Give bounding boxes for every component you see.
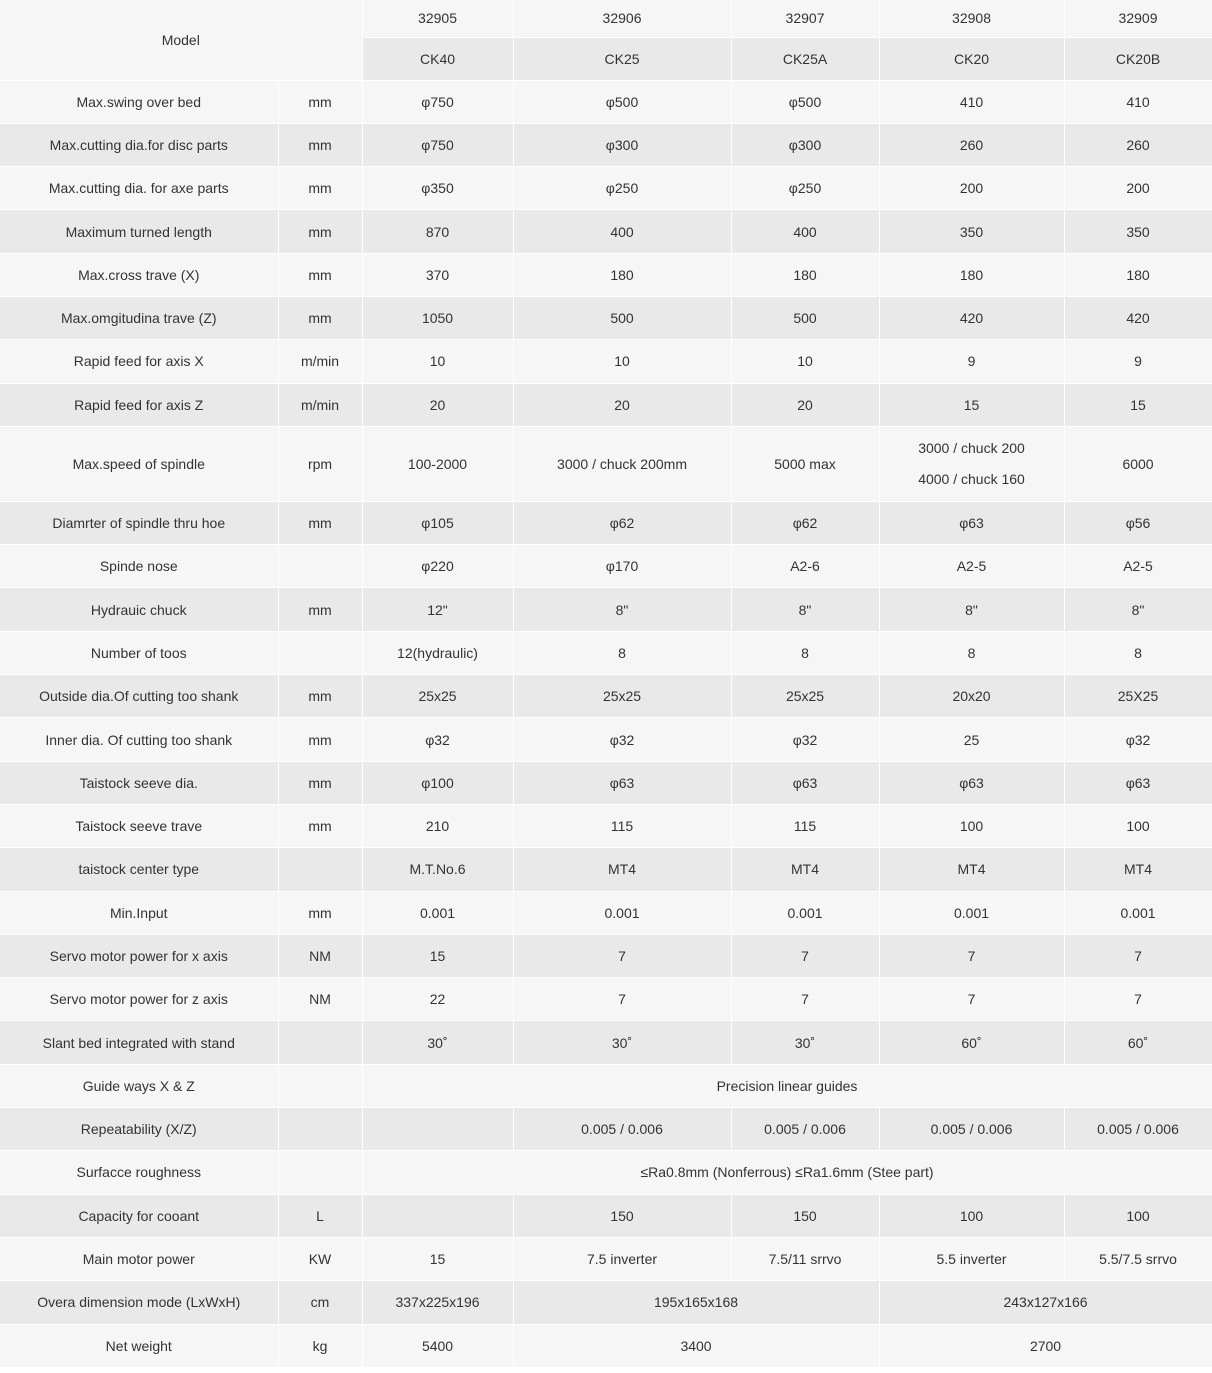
spec-value: 7	[1064, 978, 1212, 1021]
spec-value: 100	[1064, 804, 1212, 847]
spec-value: MT4	[1064, 848, 1212, 891]
spec-value: 8"	[513, 588, 731, 631]
spec-value: M.T.No.6	[362, 848, 513, 891]
spec-value	[362, 1194, 513, 1237]
spec-unit: mm	[278, 588, 362, 631]
spec-unit: mm	[278, 891, 362, 934]
model-code: CK25	[513, 37, 731, 80]
spec-value: φ63	[879, 501, 1064, 544]
spec-value: 25	[879, 718, 1064, 761]
spec-value: φ32	[1064, 718, 1212, 761]
spec-value: 15	[1064, 383, 1212, 426]
spec-value: 0.001	[731, 891, 879, 934]
spec-value-merged: Precision linear guides	[362, 1064, 1212, 1107]
spec-value: φ500	[513, 80, 731, 123]
spec-value: 115	[513, 804, 731, 847]
spec-value: 420	[879, 296, 1064, 339]
spec-label: Taistock seeve dia.	[0, 761, 278, 804]
spec-value-line: 4000 / chuck 160	[918, 470, 1025, 487]
spec-row	[0, 718, 1212, 761]
spec-value: 350	[1064, 210, 1212, 253]
spec-value: A2-5	[879, 545, 1064, 588]
spec-value: 100-2000	[362, 426, 513, 501]
model-code: CK20	[879, 37, 1064, 80]
spec-unit: NM	[278, 934, 362, 977]
spec-label: Slant bed integrated with stand	[0, 1021, 278, 1064]
spec-value: 0.005 / 0.006	[1064, 1108, 1212, 1151]
spec-value: 12"	[362, 588, 513, 631]
spec-value: 8	[731, 631, 879, 674]
spec-label: Hydrauic chuck	[0, 588, 278, 631]
spec-value: 410	[879, 80, 1064, 123]
spec-label: Rapid feed for axis Z	[0, 383, 278, 426]
spec-unit: mm	[278, 253, 362, 296]
spec-value: 8	[513, 631, 731, 674]
spec-value-merged: ≤Ra0.8mm (Nonferrous) ≤Ra1.6mm (Stee part)	[362, 1151, 1212, 1194]
spec-value: 115	[731, 804, 879, 847]
spec-value-merged: 2700	[879, 1324, 1212, 1367]
spec-value: 180	[513, 253, 731, 296]
spec-label: Surfacce roughness	[0, 1151, 278, 1194]
model-code: CK25A	[731, 37, 879, 80]
spec-label: Number of toos	[0, 631, 278, 674]
spec-unit	[278, 848, 362, 891]
spec-row	[0, 1281, 1212, 1324]
spec-value: 3000 / chuck 200mm	[513, 426, 731, 501]
spec-value: 420	[1064, 296, 1212, 339]
spec-value: φ63	[1064, 761, 1212, 804]
spec-value: φ62	[513, 501, 731, 544]
spec-value: 8	[1064, 631, 1212, 674]
spec-row	[0, 210, 1212, 253]
spec-row	[0, 934, 1212, 977]
spec-value: 870	[362, 210, 513, 253]
spec-label: Maximum turned length	[0, 210, 278, 253]
spec-unit: mm	[278, 80, 362, 123]
spec-label: Repeatability (X/Z)	[0, 1108, 278, 1151]
spec-unit: mm	[278, 210, 362, 253]
spec-value: 370	[362, 253, 513, 296]
spec-unit: mm	[278, 296, 362, 339]
spec-value: φ300	[513, 123, 731, 166]
spec-label: Outside dia.Of cutting too shank	[0, 675, 278, 718]
model-number: 32908	[879, 0, 1064, 37]
spec-row	[0, 340, 1212, 383]
spec-unit	[278, 1021, 362, 1064]
spec-value	[879, 426, 1064, 501]
spec-value: 100	[879, 804, 1064, 847]
spec-label: Max.cross trave (X)	[0, 253, 278, 296]
spec-value: φ750	[362, 80, 513, 123]
spec-label: taistock center type	[0, 848, 278, 891]
spec-value: 150	[731, 1194, 879, 1237]
spec-value: 60˚	[1064, 1021, 1212, 1064]
spec-unit	[278, 631, 362, 674]
spec-label: Net weight	[0, 1324, 278, 1367]
spec-row	[0, 501, 1212, 544]
spec-row	[0, 804, 1212, 847]
spec-value: 7	[879, 934, 1064, 977]
spec-value: 260	[879, 123, 1064, 166]
spec-row	[0, 848, 1212, 891]
spec-value: 12(hydraulic)	[362, 631, 513, 674]
spec-label: Max.swing over bed	[0, 80, 278, 123]
spec-label: Taistock seeve trave	[0, 804, 278, 847]
spec-label: Main motor power	[0, 1237, 278, 1280]
spec-unit	[278, 545, 362, 588]
spec-label: Overa dimension mode (LxWxH)	[0, 1281, 278, 1324]
spec-value: 7	[513, 978, 731, 1021]
spec-row	[0, 1151, 1212, 1194]
spec-value: 6000	[1064, 426, 1212, 501]
spec-value: 8"	[879, 588, 1064, 631]
spec-value: φ500	[731, 80, 879, 123]
spec-unit: mm	[278, 804, 362, 847]
spec-value: 20	[362, 383, 513, 426]
model-code: CK20B	[1064, 37, 1212, 80]
spec-value: φ63	[731, 761, 879, 804]
spec-value: 10	[731, 340, 879, 383]
spec-label: Spinde nose	[0, 545, 278, 588]
spec-value: 0.001	[513, 891, 731, 934]
spec-value: 180	[1064, 253, 1212, 296]
spec-value: φ32	[513, 718, 731, 761]
spec-unit: mm	[278, 123, 362, 166]
spec-value: φ250	[731, 167, 879, 210]
spec-value: 200	[1064, 167, 1212, 210]
spec-value: 15	[879, 383, 1064, 426]
spec-row	[0, 675, 1212, 718]
spec-value-merged: 3400	[513, 1324, 879, 1367]
spec-row	[0, 1194, 1212, 1237]
spec-value: A2-5	[1064, 545, 1212, 588]
spec-value: 25x25	[362, 675, 513, 718]
spec-value: 8"	[1064, 588, 1212, 631]
spec-value: 7	[513, 934, 731, 977]
spec-value: MT4	[513, 848, 731, 891]
spec-row	[0, 1021, 1212, 1064]
spec-value: 0.001	[1064, 891, 1212, 934]
spec-value: 60˚	[879, 1021, 1064, 1064]
spec-label: Servo motor power for x axis	[0, 934, 278, 977]
spec-value: 7.5/11 srrvo	[731, 1237, 879, 1280]
spec-value: 1050	[362, 296, 513, 339]
spec-value: 7.5 inverter	[513, 1237, 731, 1280]
spec-row	[0, 631, 1212, 674]
spec-value: 200	[879, 167, 1064, 210]
spec-value-line: 3000 / chuck 200	[918, 439, 1025, 456]
spec-row	[0, 426, 1212, 501]
spec-label: Rapid feed for axis X	[0, 340, 278, 383]
spec-value	[362, 1108, 513, 1151]
spec-value: 10	[513, 340, 731, 383]
spec-value: 10	[362, 340, 513, 383]
spec-row	[0, 123, 1212, 166]
spec-value: φ62	[731, 501, 879, 544]
spec-value: 5400	[362, 1324, 513, 1367]
spec-value: 9	[1064, 340, 1212, 383]
spec-label: Min.Input	[0, 891, 278, 934]
spec-value: 410	[1064, 80, 1212, 123]
spec-row	[0, 296, 1212, 339]
spec-value: 7	[879, 978, 1064, 1021]
spec-row	[0, 761, 1212, 804]
spec-label: Guide ways X & Z	[0, 1064, 278, 1107]
spec-value: 7	[731, 978, 879, 1021]
spec-row	[0, 383, 1212, 426]
spec-value: 100	[1064, 1194, 1212, 1237]
spec-value: 0.005 / 0.006	[513, 1108, 731, 1151]
spec-row	[0, 1237, 1212, 1280]
spec-unit: KW	[278, 1237, 362, 1280]
spec-value: 25X25	[1064, 675, 1212, 718]
model-number: 32905	[362, 0, 513, 37]
spec-row	[0, 891, 1212, 934]
model-number: 32906	[513, 0, 731, 37]
spec-unit: m/min	[278, 383, 362, 426]
spec-value: 30˚	[362, 1021, 513, 1064]
spec-label: Inner dia. Of cutting too shank	[0, 718, 278, 761]
spec-value: 20x20	[879, 675, 1064, 718]
spec-row	[0, 1324, 1212, 1367]
spec-unit: mm	[278, 167, 362, 210]
spec-value: 400	[513, 210, 731, 253]
spec-unit: m/min	[278, 340, 362, 383]
spec-value: 5000 max	[731, 426, 879, 501]
spec-value: 210	[362, 804, 513, 847]
spec-unit	[278, 1064, 362, 1107]
spec-label: Servo motor power for z axis	[0, 978, 278, 1021]
spec-row	[0, 167, 1212, 210]
spec-value: φ32	[362, 718, 513, 761]
spec-value: φ220	[362, 545, 513, 588]
spec-value: 8"	[731, 588, 879, 631]
spec-unit: mm	[278, 761, 362, 804]
spec-value: 8	[879, 631, 1064, 674]
spec-value: 0.001	[362, 891, 513, 934]
spec-value: 7	[1064, 934, 1212, 977]
spec-value: 5.5/7.5 srrvo	[1064, 1237, 1212, 1280]
spec-value: φ63	[879, 761, 1064, 804]
spec-value: 100	[879, 1194, 1064, 1237]
model-header: Model	[0, 0, 362, 80]
spec-value-merged: 195x165x168	[513, 1281, 879, 1324]
spec-value: φ300	[731, 123, 879, 166]
spec-row	[0, 588, 1212, 631]
spec-value: φ750	[362, 123, 513, 166]
spec-value: 500	[731, 296, 879, 339]
spec-value: 260	[1064, 123, 1212, 166]
spec-value: 150	[513, 1194, 731, 1237]
spec-value: 5.5 inverter	[879, 1237, 1064, 1280]
spec-value: 180	[731, 253, 879, 296]
spec-unit	[278, 1108, 362, 1151]
spec-label: Max.cutting dia.for disc parts	[0, 123, 278, 166]
spec-value: A2-6	[731, 545, 879, 588]
spec-value: φ56	[1064, 501, 1212, 544]
spec-value: 15	[362, 934, 513, 977]
spec-label: Max.cutting dia. for axe parts	[0, 167, 278, 210]
spec-unit: kg	[278, 1324, 362, 1367]
header-row-model-numbers	[0, 0, 1212, 37]
spec-value: 22	[362, 978, 513, 1021]
spec-value: MT4	[879, 848, 1064, 891]
spec-value: 180	[879, 253, 1064, 296]
spec-label: Diamrter of spindle thru hoe	[0, 501, 278, 544]
spec-unit	[278, 1151, 362, 1194]
spec-value: 337x225x196	[362, 1281, 513, 1324]
spec-value: 0.005 / 0.006	[731, 1108, 879, 1151]
spec-label: Max.omgitudina trave (Z)	[0, 296, 278, 339]
spec-value: φ350	[362, 167, 513, 210]
spec-unit: cm	[278, 1281, 362, 1324]
spec-row	[0, 1064, 1212, 1107]
spec-value: 20	[513, 383, 731, 426]
spec-value: 9	[879, 340, 1064, 383]
spec-value: φ100	[362, 761, 513, 804]
spec-value: φ250	[513, 167, 731, 210]
spec-row	[0, 978, 1212, 1021]
spec-row	[0, 545, 1212, 588]
spec-value: 0.001	[879, 891, 1064, 934]
spec-value: 0.005 / 0.006	[879, 1108, 1064, 1151]
spec-value: 400	[731, 210, 879, 253]
model-code: CK40	[362, 37, 513, 80]
spec-unit: NM	[278, 978, 362, 1021]
spec-value: 350	[879, 210, 1064, 253]
spec-label: Max.speed of spindle	[0, 426, 278, 501]
spec-value: φ105	[362, 501, 513, 544]
spec-value: 30˚	[513, 1021, 731, 1064]
spec-value-merged: 243x127x166	[879, 1281, 1212, 1324]
spec-value: 500	[513, 296, 731, 339]
spec-unit: mm	[278, 718, 362, 761]
spec-value: MT4	[731, 848, 879, 891]
spec-value: φ63	[513, 761, 731, 804]
spec-value: φ170	[513, 545, 731, 588]
spec-value: 7	[731, 934, 879, 977]
spec-row	[0, 1108, 1212, 1151]
spec-value: 30˚	[731, 1021, 879, 1064]
spec-value: φ32	[731, 718, 879, 761]
spec-value: 25x25	[513, 675, 731, 718]
model-number: 32907	[731, 0, 879, 37]
spec-unit: rpm	[278, 426, 362, 501]
spec-label: Capacity for cooant	[0, 1194, 278, 1237]
spec-row	[0, 80, 1212, 123]
spec-unit: L	[278, 1194, 362, 1237]
spec-value: 15	[362, 1237, 513, 1280]
spec-unit: mm	[278, 501, 362, 544]
spec-unit: mm	[278, 675, 362, 718]
model-number: 32909	[1064, 0, 1212, 37]
spec-value: 20	[731, 383, 879, 426]
spec-row	[0, 253, 1212, 296]
spec-value: 25x25	[731, 675, 879, 718]
